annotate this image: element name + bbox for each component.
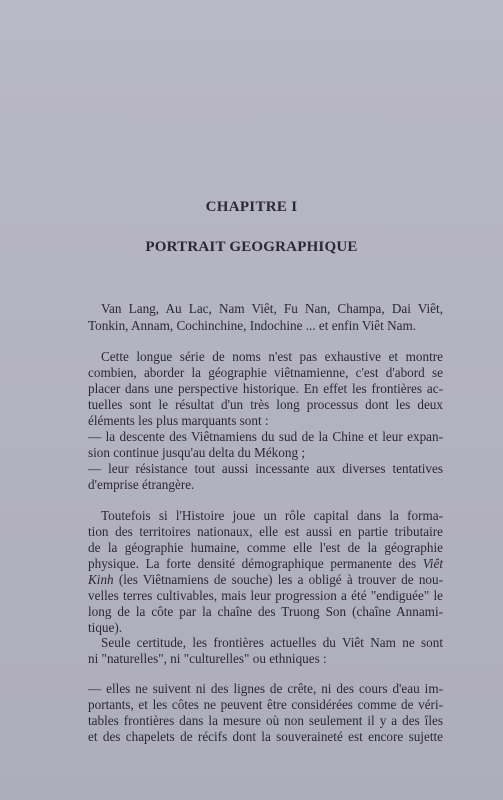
text-line: Van Lang, Au Lac, Nam Viêt, Fu Nan, Champa, Dai Viêt, — [101, 301, 443, 316]
text-line: physique. La forte densité démographique permanente des Viêt — [88, 556, 443, 571]
text-line: tuelles sont le résultat d'un très long processus dont les deux — [88, 397, 443, 412]
chapter-heading: CHAPITRE I — [205, 199, 298, 215]
text-line: sion continue jusqu'au delta du Mékong ; — [88, 445, 306, 460]
chapter-title: PORTRAIT GEOGRAPHIQUE — [145, 239, 358, 255]
text-line: éléments les plus marquants sont : — [88, 413, 269, 428]
text-line: Kinh (les Viêtnamiens de souche) les a obligé à trouver de nou- — [88, 572, 443, 587]
text-line: d'emprise étrangère. — [88, 477, 195, 492]
text-line: portants, et les côtes ne peuvent être considérées comme de véri- — [88, 697, 443, 712]
text-line: Cette longue série de noms n'est pas exhaustive et montre — [101, 349, 443, 364]
text-line: ni "naturelles", ni "culturelles" ou ethniques : — [88, 651, 327, 666]
text-line: placer dans une perspective historique. En effet les frontières ac- — [88, 381, 443, 396]
text-line: et des chapelets de récifs dont la souveraineté est encore sujette — [88, 729, 443, 744]
text-line: tables frontières dans la mesure où non seulement il y a des îles — [88, 713, 443, 728]
text-line: Tonkin, Annam, Cochinchine, Indochine ... et enfin Viêt Nam. — [88, 318, 417, 333]
text-line: long de la côte par la chaîne des Truong Son (chaîne Annami- — [88, 604, 443, 619]
text-line: combien, aborder la géographie viêtnamienne, c'est d'abord se — [88, 365, 443, 380]
text-line: Toutefois si l'Histoire joue un rôle capital dans la forma- — [101, 508, 443, 523]
text-line: tique). — [88, 620, 123, 635]
text-line: — leur résistance tout aussi incessante aux diverses tentatives — [88, 461, 443, 476]
text-line: — la descente des Viêtnamiens du sud de la Chine et leur expan- — [88, 429, 443, 444]
text-line: tion des territoires nationaux, elle est aussi en partie tributaire — [88, 524, 443, 539]
text-line: de la géographie humaine, comme elle l'est de la géographie — [88, 540, 443, 555]
text-line: Seule certitude, les frontières actuelles du Viêt Nam ne sont — [101, 635, 443, 650]
text-line: — elles ne suivent ni des lignes de crête, ni des cours d'eau im- — [88, 681, 443, 696]
text-line: velles terres cultivables, mais leur progression a été "endiguée" le — [88, 588, 443, 603]
